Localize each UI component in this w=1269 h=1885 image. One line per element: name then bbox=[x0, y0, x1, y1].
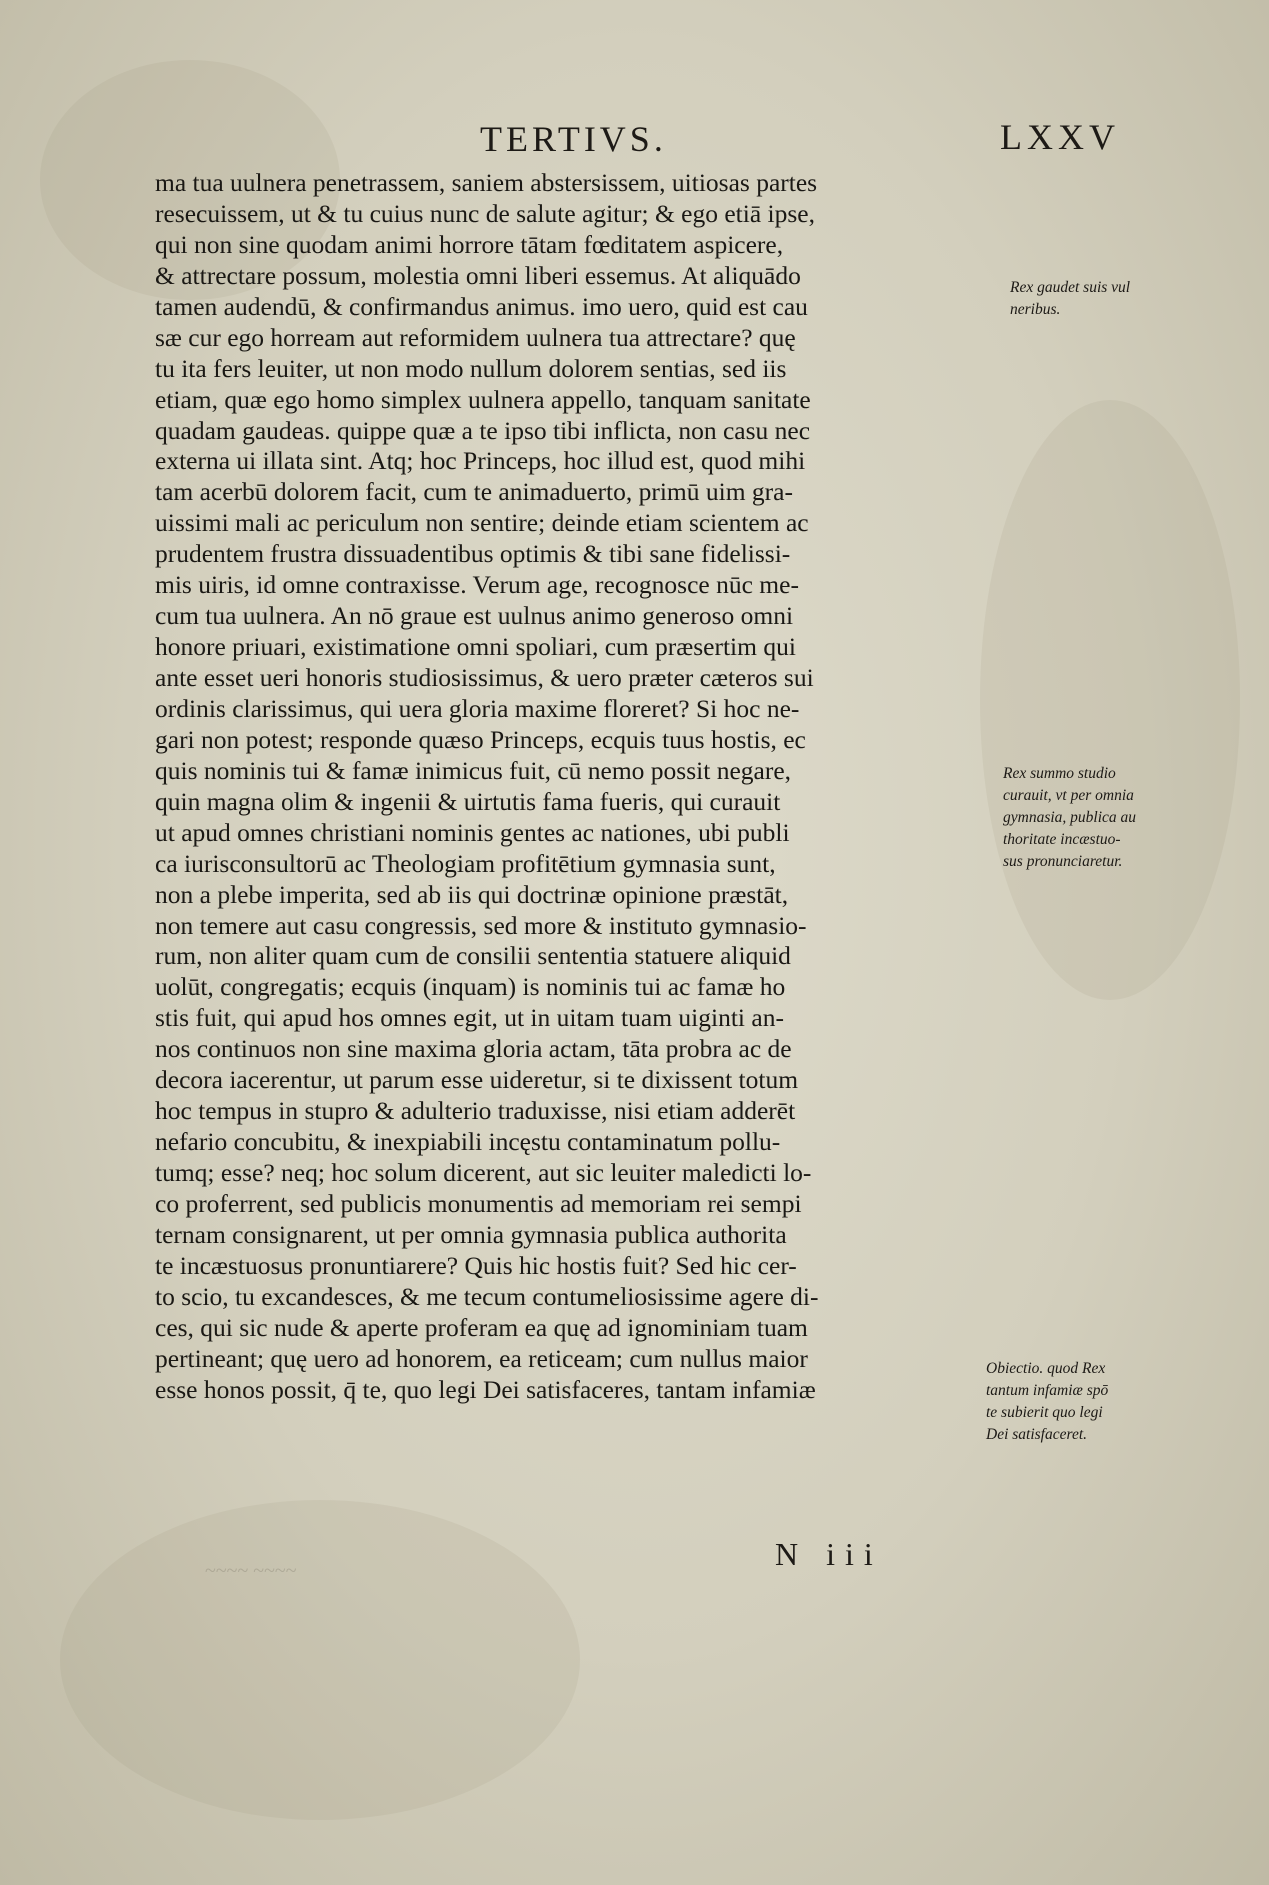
text-line: esse honos possit, q̄ te, quo legi Dei satisfaceres, tantam infamiæ bbox=[155, 1374, 816, 1404]
margin-note-line: Obiectio. quod Rex bbox=[986, 1360, 1106, 1377]
text-line: ut apud omnes christiani nominis gentes ac nationes, ubi publi bbox=[155, 817, 790, 847]
margin-note-line: sus pronunciaretur. bbox=[1003, 853, 1123, 870]
margin-note-line: Rex summo studio bbox=[1003, 765, 1116, 782]
paper-stain bbox=[980, 400, 1240, 1000]
text-line: uolūt, congregatis; ecquis (inquam) is nominis tui ac famæ ho bbox=[155, 972, 786, 1002]
margin-note-line: thoritate incæstuo- bbox=[1003, 831, 1121, 848]
margin-note-line: gymnasia, publica au bbox=[1003, 809, 1137, 826]
main-text-block bbox=[155, 168, 985, 1406]
text-line: hoc tempus in stupro & adulterio traduxisse, nisi etiam adderēt bbox=[155, 1096, 796, 1126]
margin-note-line: neribus. bbox=[1010, 301, 1061, 318]
text-line: te incæstuosus pronuntiarere? Quis hic hostis fuit? Sed hic cer- bbox=[155, 1250, 797, 1280]
margin-note-line: Dei satisfaceret. bbox=[986, 1426, 1088, 1443]
margin-note bbox=[986, 1358, 1108, 1446]
text-line: prudentem frustra dissuadentibus optimis & tibi sane fidelissi- bbox=[155, 539, 791, 569]
text-line: tumq; esse? neq; hoc solum dicerent, aut sic leuiter maledicti lo- bbox=[155, 1158, 812, 1187]
text-line: mis uiris, id omne contraxisse. Verum age, recognosce nūc me- bbox=[155, 570, 799, 600]
text-line: ternam consignarent, ut per omnia gymnasia publica authorita bbox=[155, 1219, 787, 1249]
text-line: quis nominis tui & famæ inimicus fuit, cū nemo possit negare, bbox=[155, 755, 792, 785]
text-line: resecuissem, ut & tu cuius nunc de salute agitur; & ego etiā ipse, bbox=[155, 198, 815, 228]
text-line: uissimi mali ac periculum non sentire; deinde etiam scientem ac bbox=[155, 508, 809, 538]
text-line: & attrectare possum, molestia omni liberi essemus. At aliquādo bbox=[155, 260, 801, 290]
text-line: non temere aut casu congressis, sed more & instituto gymnasio- bbox=[155, 910, 807, 940]
show-through-text: ~~~~ ~~~~ bbox=[205, 1560, 297, 1582]
signature-mark: N iii bbox=[775, 1536, 883, 1572]
text-line: ces, qui sic nude & aperte proferam ea quę ad ignominiam tuam bbox=[155, 1312, 808, 1342]
text-line: ante esset ueri honoris studiosissimus, & uero præter cæteros sui bbox=[155, 663, 814, 692]
text-line: to scio, tu excandesces, & me tecum contumeliosissime agere di- bbox=[155, 1281, 819, 1311]
text-line: tu ita fers leuiter, ut non modo nullum dolorem sentias, sed iis bbox=[155, 353, 787, 383]
text-line: ma tua uulnera penetrassem, saniem abstersissem, uitiosas partes bbox=[155, 168, 818, 197]
text-line: tam acerbū dolorem facit, cum te animaduerto, primū uim gra- bbox=[155, 477, 793, 507]
text-line: ca iurisconsultorū ac Theologiam profitētium gymnasia sunt, bbox=[155, 848, 776, 878]
text-line: cum tua uulnera. An nō graue est uulnus animo generoso omni bbox=[155, 601, 794, 631]
margin-note-line: tantum infamiæ spō bbox=[986, 1382, 1109, 1399]
text-line: quin magna olim & ingenii & uirtutis fama fueris, qui curauit bbox=[155, 786, 781, 816]
text-line: co proferrent, sed publicis monumentis ad memoriam rei sempi bbox=[155, 1188, 802, 1218]
text-line: qui non sine quodam animi horrore tātam fœditatem aspicere, bbox=[155, 229, 784, 259]
text-line: nefario concubitu, & inexpiabili incęstu contaminatum pollu- bbox=[155, 1127, 781, 1157]
margin-note bbox=[1003, 763, 1136, 873]
text-line: etiam, quæ ego homo simplex uulnera appello, tanquam sanitate bbox=[155, 384, 811, 414]
text-line: ordinis clarissimus, qui uera gloria maxime floreret? Si hoc ne- bbox=[155, 693, 800, 723]
margin-note bbox=[1010, 277, 1130, 321]
text-line: pertineant; quę uero ad honorem, ea reticeam; cum nullus maior bbox=[155, 1343, 808, 1373]
text-line: stis fuit, qui apud hos omnes egit, ut in uitam tuam uiginti an- bbox=[155, 1003, 784, 1033]
margin-note-line: te subierit quo legi bbox=[986, 1404, 1103, 1421]
folio-number: LXXV bbox=[1000, 117, 1120, 157]
text-line: quadam gaudeas. quippe quæ a te ipso tibi inflicta, non casu nec bbox=[155, 415, 811, 445]
margin-note-line: curauit, vt per omnia bbox=[1003, 787, 1134, 804]
paper-stain bbox=[60, 1500, 580, 1820]
running-head: TERTIVS. bbox=[480, 119, 667, 159]
text-line: honore priuari, existimatione omni spoliari, cum præsertim qui bbox=[155, 632, 796, 662]
margin-note-line: Rex gaudet suis vul bbox=[1010, 279, 1131, 296]
text-line: gari non potest; responde quæso Princeps, ecquis tuus hostis, ec bbox=[155, 724, 806, 754]
text-line: decora iacerentur, ut parum esse uideretur, si te dixissent totum bbox=[155, 1065, 799, 1095]
text-line: nos continuos non sine maxima gloria actam, tāta probra ac de bbox=[155, 1034, 792, 1064]
text-line: externa ui illata sint. Atq; hoc Princeps, hoc illud est, quod mihi bbox=[155, 446, 806, 476]
text-line: rum, non aliter quam cum de consilii sententia statuere aliquid bbox=[155, 941, 791, 971]
text-line: tamen audendū, & confirmandus animus. imo uero, quid est cau bbox=[155, 291, 808, 321]
text-line: non a plebe imperita, sed ab iis qui doctrinæ opinione præstāt, bbox=[155, 879, 789, 909]
text-line: sæ cur ego horream aut reformidem uulnera tua attrectare? quę bbox=[155, 322, 796, 352]
